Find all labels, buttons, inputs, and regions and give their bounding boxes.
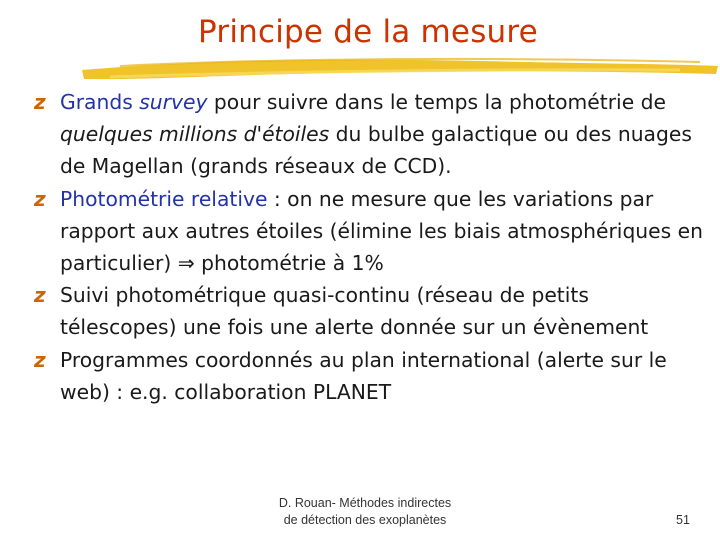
bullet-list <box>34 86 704 408</box>
bullet-item-3 <box>34 279 704 343</box>
bullet-1-text: pour suivre dans le temps la photométrie de <box>207 90 666 114</box>
bullet-marker: z <box>34 283 46 308</box>
page-number: 51 <box>676 513 690 527</box>
bullet-4-text: Programmes coordonnés au plan international (alerte sur le web) : e.g. collaboration PLANET <box>60 347 667 404</box>
bullet-1-highlight: Grands <box>60 90 140 114</box>
bullet-2-text-end: photométrie à 1% <box>194 251 384 276</box>
implies-arrow-icon: ⇒ <box>177 251 195 276</box>
bullet-marker: z <box>34 90 46 114</box>
bullet-marker: z <box>34 186 46 211</box>
bullet-2-text: : on ne mesure que les variations par rapport aux autres étoiles (élimine les biais atmosphériques en particulier) <box>60 186 703 276</box>
footer-subtitle: de détection des exoplanètes <box>283 513 447 527</box>
bullet-item-4 <box>34 344 704 408</box>
bullet-item-1 <box>34 86 704 183</box>
bullet-marker: z <box>34 347 46 372</box>
slide-footer <box>250 495 480 529</box>
slide-title: Principe de la mesure <box>198 14 538 50</box>
bullet-1-text-end: du bulbe galactique ou des nuages de Magellan (grands réseaux de CCD). <box>60 122 692 179</box>
bullet-1-survey: survey <box>139 90 208 114</box>
bullet-2-highlight: Photométrie relative <box>60 186 268 211</box>
bullet-item-2 <box>34 183 704 280</box>
bullet-3-text: Suivi photométrique quasi-continu (réseau de petits télescopes) une fois une alerte donnée sur un évènement <box>60 283 649 340</box>
title-underline-brush <box>80 52 720 86</box>
bullet-1-italic: quelques millions d'étoiles <box>60 122 330 147</box>
footer-author: D. Rouan- Méthodes indirectes <box>278 496 452 510</box>
